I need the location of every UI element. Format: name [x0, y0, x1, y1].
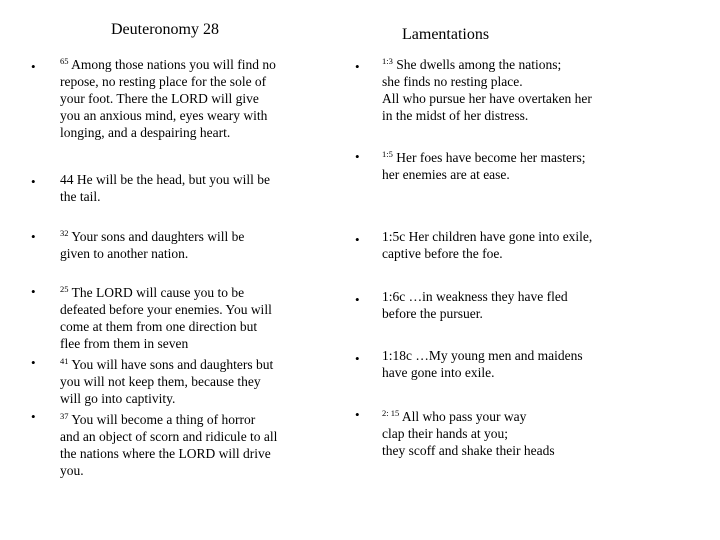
bullet: •	[355, 59, 360, 74]
verse-text-line: you will not keep them, because they	[60, 374, 261, 389]
verse-text-line: they scoff and shake their heads	[382, 443, 555, 458]
verse-text-line: longing, and a despairing heart.	[60, 125, 231, 140]
verse-text-line: All who pursue her have overtaken her	[382, 91, 592, 106]
verse-text-line: 1:18c …My young men and maidens	[382, 348, 583, 363]
bullet: •	[31, 409, 36, 424]
deut-28-37-item	[60, 411, 277, 479]
lamentations-title: Lamentations	[402, 26, 490, 43]
bullet: •	[355, 149, 360, 164]
deut-28-41-item	[60, 356, 273, 407]
lam-1-5-item	[382, 149, 586, 183]
verse-text-line: You will have sons and daughters but	[71, 357, 274, 372]
verse-text-line: the tail.	[60, 189, 101, 204]
verse-text-line: All who pass your way	[401, 409, 527, 424]
verse-text-line: defeated before your enemies. You will	[60, 302, 272, 317]
verse-ref: 65	[60, 56, 69, 66]
verse-text-line: she finds no resting place.	[382, 74, 523, 89]
verse-ref: 1:3	[382, 56, 393, 66]
bullet: •	[355, 292, 360, 307]
verse-text-line: 44 He will be the head, but you will be	[60, 172, 270, 187]
bullet: •	[31, 355, 36, 370]
verse-text-line: repose, no resting place for the sole of	[60, 74, 267, 89]
verse-ref: 2: 15	[382, 408, 400, 418]
verse-text-line: Among those nations you will find no	[71, 57, 276, 72]
verse-text-line: 1:6c …in weakness they have fled	[382, 289, 568, 304]
verse-ref: 41	[60, 356, 69, 366]
bullet: •	[31, 174, 36, 189]
verse-text-line: in the midst of her distress.	[382, 108, 529, 123]
lam-2-15-item	[382, 408, 555, 459]
verse-text-line: given to another nation.	[60, 246, 189, 261]
bullet: •	[31, 284, 36, 299]
verse-text-line: will go into captivity.	[60, 391, 176, 406]
deut-28-65-item	[60, 56, 276, 141]
verse-text-line: Her foes have become her masters;	[396, 150, 586, 165]
verse-text-line: you.	[60, 463, 84, 478]
verse-ref: 32	[60, 228, 69, 238]
deuteronomy-title: Deuteronomy 28	[111, 21, 219, 38]
verse-text-line: her enemies are at ease.	[382, 167, 510, 182]
verse-text-line: the nations where the LORD will drive	[60, 446, 271, 461]
verse-text-line: She dwells among the nations;	[396, 57, 562, 72]
verse-text-line: you an anxious mind, eyes weary with	[60, 108, 268, 123]
verse-text-line: have gone into exile.	[382, 365, 495, 380]
bullet: •	[355, 351, 360, 366]
lam-1-18c-item	[382, 347, 583, 381]
verse-ref: 37	[60, 411, 69, 421]
verse-text-line: You will become a thing of horror	[71, 412, 256, 427]
verse-text-line: 1:5c Her children have gone into exile,	[382, 229, 593, 244]
verse-ref: 25	[60, 284, 69, 294]
bullet: •	[355, 232, 360, 247]
lam-1-6c-item	[382, 288, 568, 322]
verse-text-line: clap their hands at you;	[382, 426, 508, 441]
verse-ref: 1:5	[382, 149, 393, 159]
deut-28-32-item	[60, 228, 244, 262]
lam-1-5c-item	[382, 228, 592, 262]
verse-text-line: and an object of scorn and ridicule to all	[60, 429, 278, 444]
verse-text-line: your foot. There the LORD will give	[60, 91, 259, 106]
verse-text-line: before the pursuer.	[382, 306, 483, 321]
bullet: •	[355, 407, 360, 422]
lam-1-3-item	[382, 56, 592, 124]
verse-text-line: The LORD will cause you to be	[71, 285, 245, 300]
verse-text-line: captive before the foe.	[382, 246, 503, 261]
deut-28-44-item	[60, 171, 270, 205]
bullet: •	[31, 59, 36, 74]
deut-28-25-item	[60, 284, 272, 352]
verse-text-line: Your sons and daughters will be	[71, 229, 245, 244]
bullet: •	[31, 229, 36, 244]
verse-text-line: flee from them in seven	[60, 336, 189, 351]
verse-text-line: come at them from one direction but	[60, 319, 258, 334]
